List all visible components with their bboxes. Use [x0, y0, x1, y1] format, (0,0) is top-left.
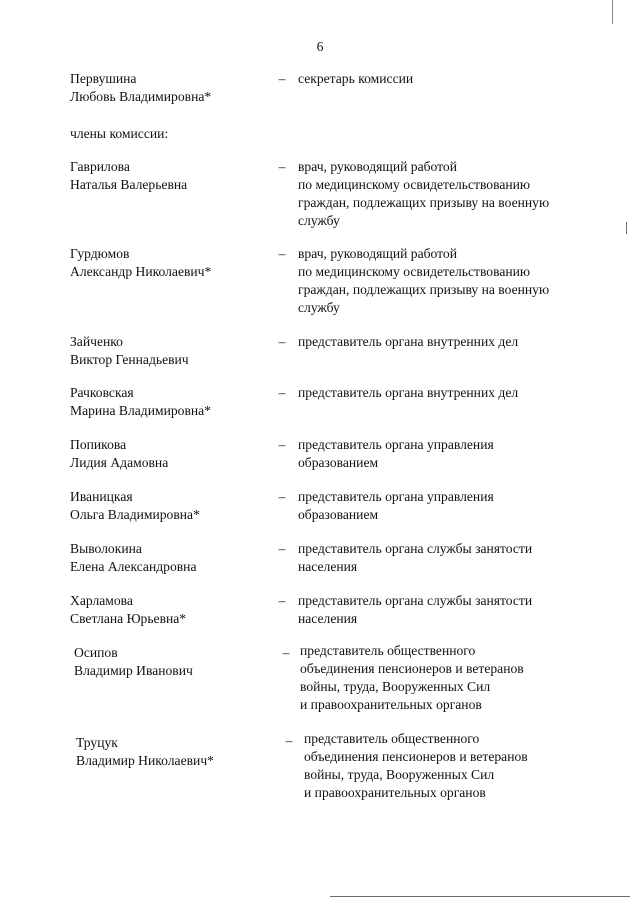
secretary-role: [298, 70, 598, 88]
member-name: [74, 644, 274, 680]
dash: –: [278, 246, 286, 261]
dash: –: [278, 489, 286, 504]
name-line: Светлана Юрьевна*: [70, 611, 187, 626]
name-line: Гурдюмов: [70, 246, 130, 261]
dash: –: [278, 593, 286, 608]
dash: –: [278, 334, 286, 349]
role-line: представитель органа внутренних дел: [298, 385, 519, 400]
role-line: врач, руководящий работой: [298, 159, 457, 174]
dash: –: [278, 541, 286, 556]
role-line: службу: [298, 213, 340, 228]
role-line: образованием: [298, 507, 379, 522]
dash: –: [278, 71, 286, 86]
member-role: [304, 730, 604, 802]
role-line: врач, руководящий работой: [298, 246, 457, 261]
member-role: [298, 436, 598, 472]
name-line: Александр Николаевич*: [70, 264, 212, 279]
role-line: по медицинскому освидетельствованию: [298, 264, 531, 279]
name-line: Гаврилова: [70, 159, 130, 174]
role-line: войны, труда, Вооруженных Сил: [304, 767, 495, 782]
members-heading: члены комиссии:: [70, 126, 169, 141]
member-name: [70, 245, 270, 281]
name-line: Харламова: [70, 593, 133, 608]
name-line: Зайченко: [70, 334, 123, 349]
member-role: [298, 158, 598, 230]
role-line: населения: [298, 559, 358, 574]
member-name: [70, 592, 270, 628]
secretary-name: [70, 70, 270, 106]
dash: –: [278, 437, 286, 452]
member-role: [298, 384, 598, 402]
role-line: и правоохранительных органов: [300, 697, 482, 712]
member-role: [298, 488, 598, 524]
name-line: Иваницкая: [70, 489, 133, 504]
dash: –: [278, 385, 286, 400]
role-line: службу: [298, 300, 340, 315]
role-line: представитель общественного: [304, 731, 480, 746]
name-line: Наталья Валерьевна: [70, 177, 188, 192]
name-line: Елена Александровна: [70, 559, 197, 574]
scan-mark-top-right: [612, 0, 613, 24]
name-line: Любовь Владимировна*: [70, 89, 212, 104]
name-line: Попикова: [70, 437, 127, 452]
scan-line-bottom: [330, 896, 630, 897]
role-line: объединения пенсионеров и ветеранов: [304, 749, 528, 764]
role-line: секретарь комиссии: [298, 71, 414, 86]
dash: –: [278, 159, 286, 174]
scan-mark-right: [626, 222, 627, 234]
member-name: [76, 734, 276, 770]
role-line: по медицинскому освидетельствованию: [298, 177, 531, 192]
page-number: 6: [316, 39, 324, 54]
role-line: образованием: [298, 455, 379, 470]
member-name: [70, 384, 270, 420]
member-role: [298, 592, 598, 628]
member-role: [298, 245, 598, 317]
member-name: [70, 436, 270, 472]
name-line: Владимир Иванович: [74, 663, 193, 678]
role-line: войны, труда, Вооруженных Сил: [300, 679, 491, 694]
name-line: Выволокина: [70, 541, 142, 556]
member-role: [298, 333, 598, 351]
role-line: представитель общественного: [300, 643, 476, 658]
role-line: граждан, подлежащих призыву на военную: [298, 195, 550, 210]
member-name: [70, 540, 270, 576]
member-name: [70, 333, 270, 369]
role-line: и правоохранительных органов: [304, 785, 486, 800]
role-line: представитель органа внутренних дел: [298, 334, 519, 349]
role-line: населения: [298, 611, 358, 626]
dash: –: [282, 645, 290, 660]
role-line: представитель органа управления: [298, 489, 494, 504]
name-line: Первушина: [70, 71, 137, 86]
role-line: объединения пенсионеров и ветеранов: [300, 661, 524, 676]
name-line: Осипов: [74, 645, 118, 660]
dash: –: [285, 733, 293, 748]
name-line: Труцук: [76, 735, 118, 750]
member-name: [70, 488, 270, 524]
member-role: [298, 540, 598, 576]
name-line: Виктор Геннадьевич: [70, 352, 189, 367]
member-role: [300, 642, 600, 714]
member-name: [70, 158, 270, 194]
role-line: представитель органа управления: [298, 437, 494, 452]
name-line: Рачковская: [70, 385, 134, 400]
role-line: представитель органа службы занятости: [298, 541, 533, 556]
name-line: Ольга Владимировна*: [70, 507, 200, 522]
name-line: Владимир Николаевич*: [76, 753, 214, 768]
name-line: Марина Владимировна*: [70, 403, 211, 418]
name-line: Лидия Адамовна: [70, 455, 169, 470]
role-line: граждан, подлежащих призыву на военную: [298, 282, 550, 297]
role-line: представитель органа службы занятости: [298, 593, 533, 608]
